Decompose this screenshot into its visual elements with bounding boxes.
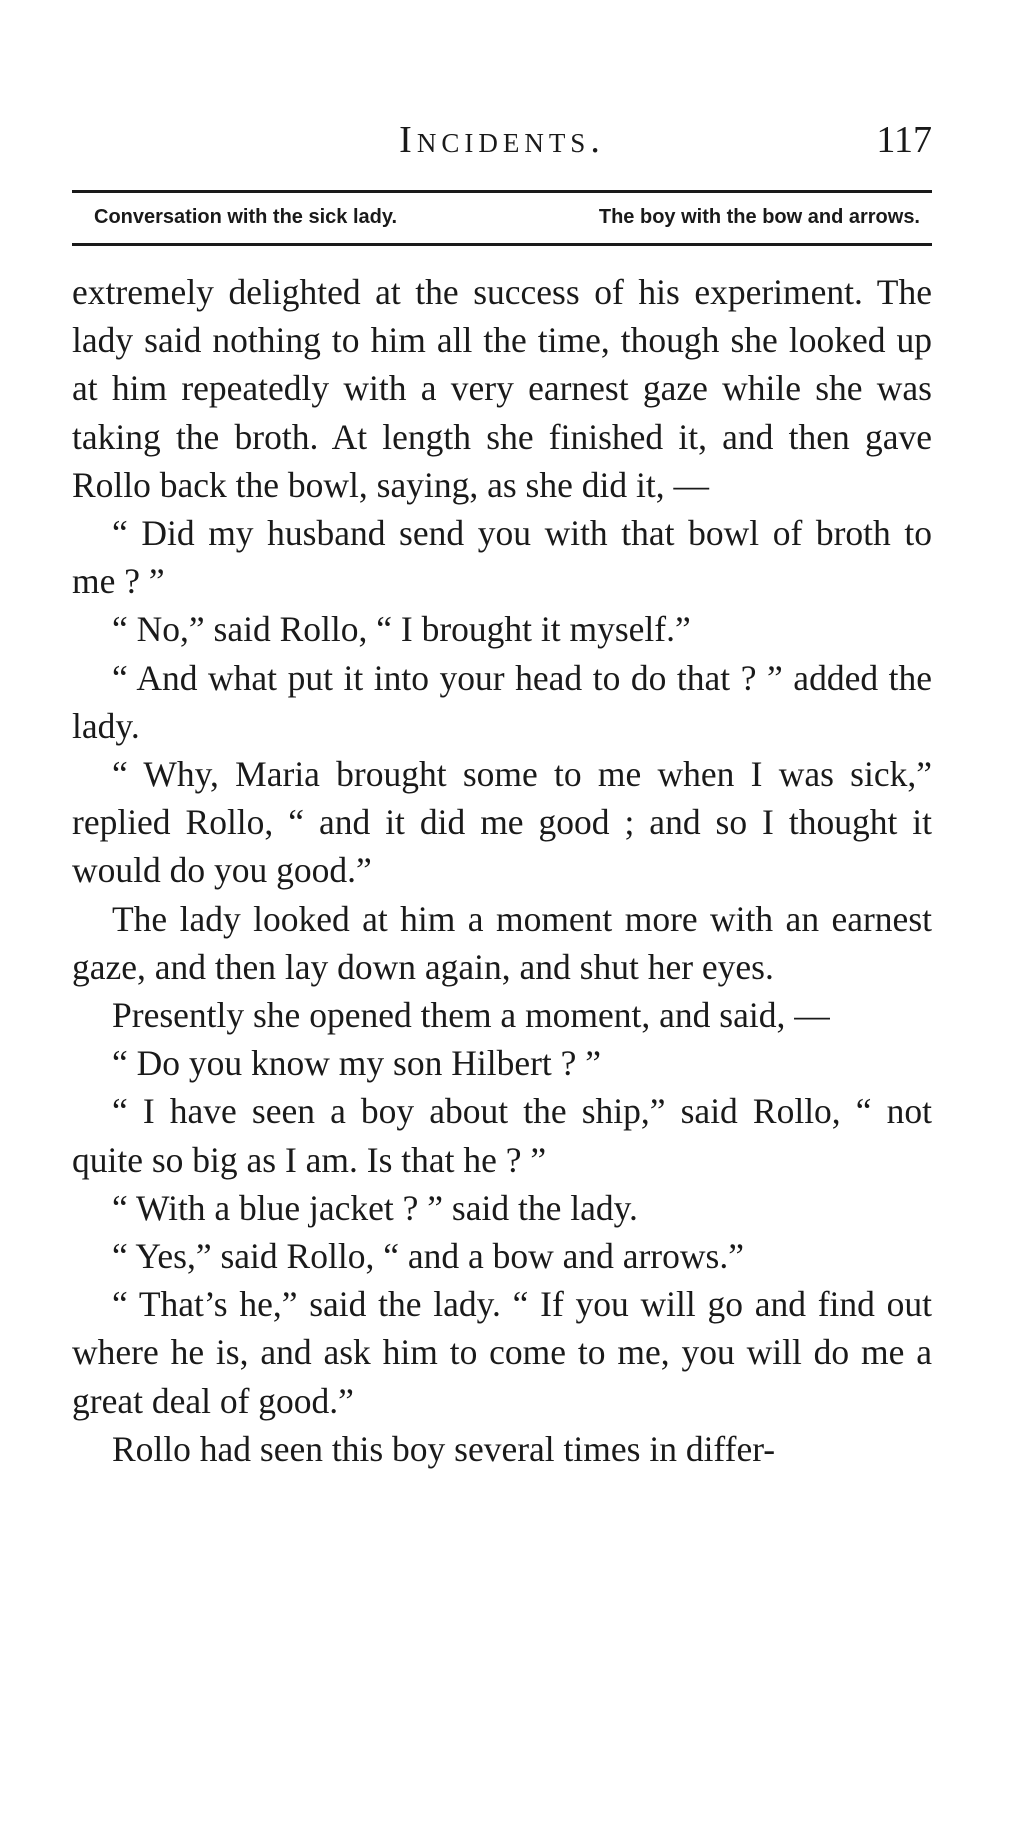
subhead-conversation: Conversation with the sick lady. (94, 206, 398, 228)
subhead-boy-bow-arrows: The boy with the bow and arrows. (598, 206, 920, 228)
paragraph: “ I have seen a boy about the ship,” said Rollo, “ not quite so big as I am. Is that he ? ” (72, 1091, 932, 1180)
paragraph: “ And what put it into your head to do that ? ” added the lady. (72, 657, 932, 746)
paragraph-continued: extremely delighted at the success of his experiment. The lady said nothing to him all the time, though she looked up at him repeatedly with a very earnest gaze while she was taking the broth. At length she finished it, and then gave Rollo back the bowl, saying, as she did it, — (72, 272, 932, 505)
paragraph: “ Do you know my son Hilbert ? ” (112, 1043, 602, 1084)
header-rule-bottom (72, 243, 932, 246)
paragraph: Rollo had seen this boy several times in differ- (112, 1428, 776, 1469)
paragraph: Presently she opened them a moment, and said, — (112, 995, 830, 1036)
running-head (72, 118, 932, 168)
paragraph: “ Why, Maria brought some to me when I was sick,” replied Rollo, “ and it did me good ; and so I thought it would do you good.” (72, 754, 932, 891)
paragraph: “ Did my husband send you with that bowl of broth to me ? ” (72, 513, 932, 602)
paragraph: The lady looked at him a moment more with an earnest gaze, and then lay down again, and shut her eyes. (72, 898, 932, 987)
header-rule-top (72, 190, 932, 193)
paragraph: “ Yes,” said Rollo, “ and a bow and arrows.” (112, 1236, 744, 1277)
paragraph: “ No,” said Rollo, “ I brought it myself.” (112, 609, 691, 650)
paragraph: “ That’s he,” said the lady. “ If you will go and find out where he is, and ask him to come to me, you will do me a great deal of good.” (72, 1284, 932, 1421)
chapter-subheads (72, 202, 932, 238)
body-text (72, 268, 932, 1473)
running-title: Incidents. (399, 119, 605, 161)
page-number: 117 (876, 119, 932, 161)
paragraph: “ With a blue jacket ? ” said the lady. (112, 1187, 638, 1228)
